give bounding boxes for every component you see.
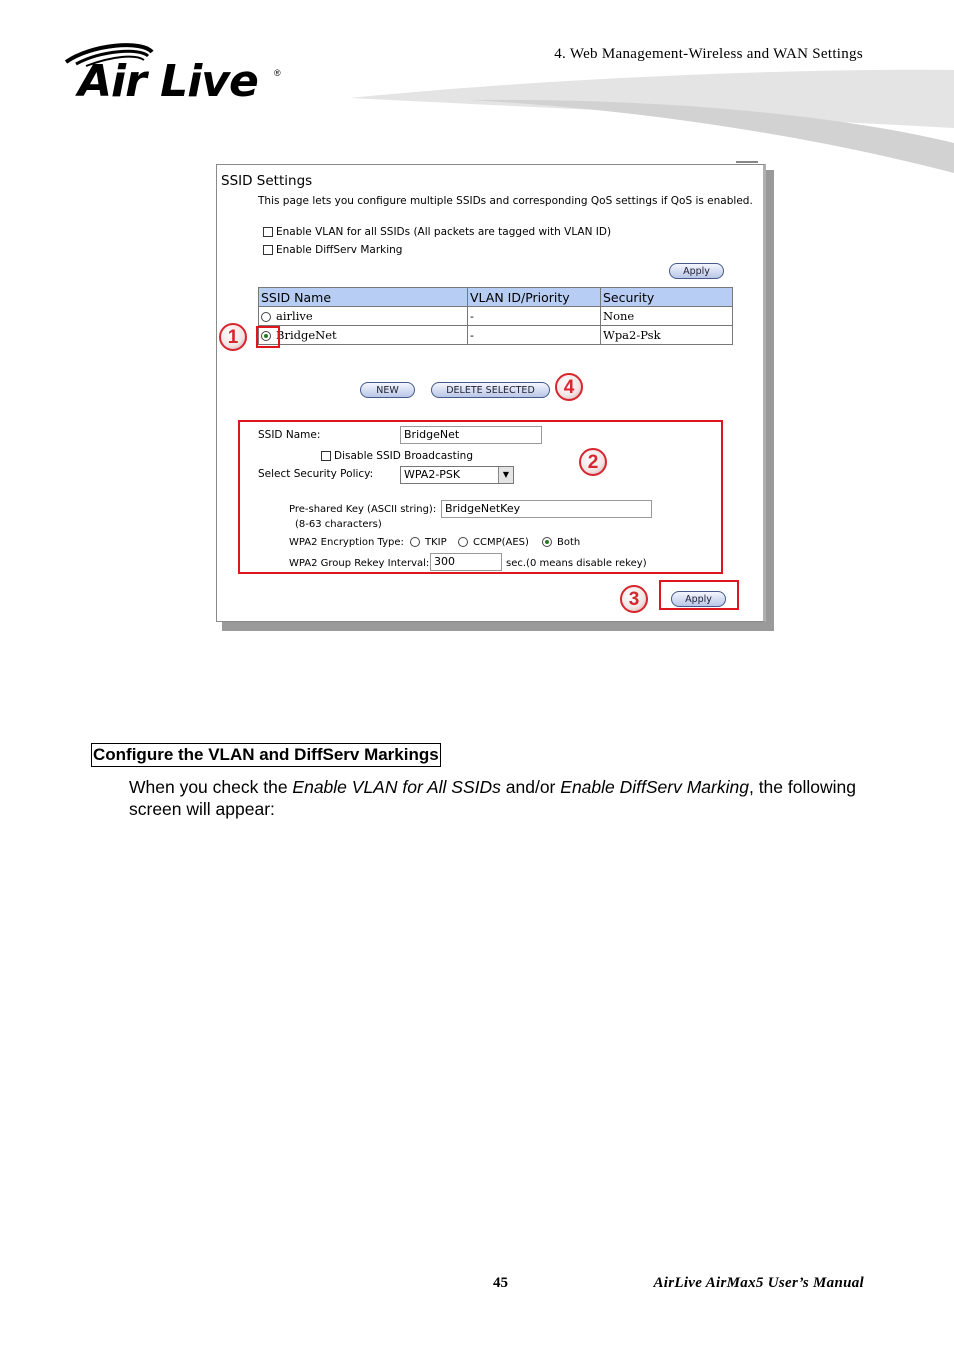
paragraph-emphasis: Enable DiffServ Marking: [560, 777, 749, 797]
enable-diffserv-row[interactable]: [263, 244, 402, 256]
enable-vlan-checkbox[interactable]: [263, 227, 273, 237]
tkip-label: TKIP: [425, 537, 447, 548]
psk-input[interactable]: BridgeNetKey: [441, 500, 652, 518]
ssid-name-input[interactable]: BridgeNet: [400, 426, 542, 444]
ssid-table: [258, 287, 733, 345]
apply-top-button[interactable]: Apply: [669, 263, 724, 279]
highlight-box-radio: [256, 326, 280, 348]
ssid-name-label: SSID Name:: [258, 429, 321, 441]
security-policy-value: WPA2-PSK: [404, 468, 461, 481]
section-heading: Configure the VLAN and DiffServ Markings: [91, 743, 441, 767]
ssid-settings-description: This page lets you configure multiple SSIDs and corresponding QoS settings if QoS is enabled.: [258, 195, 753, 207]
both-label: Both: [557, 537, 581, 548]
registered-mark: ®: [274, 68, 281, 78]
psk-hint: (8-63 characters): [295, 519, 382, 530]
airlive-logo: [62, 42, 292, 107]
column-header: Security: [601, 288, 733, 307]
paragraph-emphasis: Enable VLAN for All SSIDs: [292, 777, 501, 797]
table-header-row: [259, 288, 733, 307]
ccmp-label: CCMP(AES): [473, 537, 529, 548]
column-header: VLAN ID/Priority: [468, 288, 601, 307]
ssid-radio[interactable]: [261, 312, 271, 322]
column-header: SSID Name: [259, 288, 468, 307]
page-number: 45: [493, 1275, 508, 1291]
table-row[interactable]: [259, 326, 733, 345]
paragraph-text: , the following screen will appear:: [129, 777, 856, 819]
security-cell: None: [601, 307, 733, 326]
table-row[interactable]: [259, 307, 733, 326]
new-button[interactable]: NEW: [360, 382, 415, 398]
enable-diffserv-checkbox[interactable]: [263, 245, 273, 255]
rekey-interval-label: WPA2 Group Rekey Interval:: [289, 558, 430, 569]
psk-label: Pre-shared Key (ASCII string):: [289, 504, 437, 515]
ssid-name: airlive: [276, 309, 313, 323]
highlight-box-settings: [238, 420, 723, 574]
apply-bottom-button[interactable]: Apply: [671, 591, 726, 607]
delete-selected-button[interactable]: DELETE SELECTED: [431, 382, 550, 398]
section-paragraph: [129, 776, 869, 820]
callout-badge: 1: [219, 323, 247, 351]
ssid-name-cell: [259, 326, 468, 345]
callout-badge: 2: [579, 448, 607, 476]
manual-title: AirLive AirMax5 User’s Manual: [653, 1275, 864, 1291]
paragraph-text: When you check the: [129, 777, 293, 797]
vlan-cell: -: [468, 307, 601, 326]
callout-badge: 3: [620, 585, 648, 613]
encryption-type-label: WPA2 Encryption Type:: [289, 537, 404, 548]
ssid-settings-title: SSID Settings: [221, 173, 313, 189]
ssid-name-cell: [259, 307, 468, 326]
enable-diffserv-label: Enable DiffServ Marking: [276, 244, 403, 256]
header-swoosh-graphic: [350, 68, 954, 178]
callout-badge: 4: [555, 373, 583, 401]
chevron-down-icon[interactable]: ▼: [498, 467, 513, 483]
rekey-interval-input[interactable]: 300: [430, 553, 502, 571]
disable-broadcast-label: Disable SSID Broadcasting: [334, 450, 473, 462]
security-cell: Wpa2-Psk: [601, 326, 733, 345]
enable-vlan-label: Enable VLAN for all SSIDs (All packets are tagged with VLAN ID): [276, 226, 612, 238]
paragraph-text: and/or: [500, 777, 561, 797]
scrollbar-fragment: [736, 161, 758, 163]
security-policy-label: Select Security Policy:: [258, 468, 374, 480]
rekey-hint: sec.(0 means disable rekey): [506, 558, 647, 569]
highlight-box-apply: [659, 580, 739, 610]
vlan-cell: -: [468, 326, 601, 345]
ssid-name: BridgeNet: [276, 328, 337, 342]
logo-wordmark: Air Live: [78, 56, 258, 107]
chapter-header: 4. Web Management-Wireless and WAN Settings: [554, 46, 863, 62]
enable-vlan-row[interactable]: [263, 226, 611, 238]
